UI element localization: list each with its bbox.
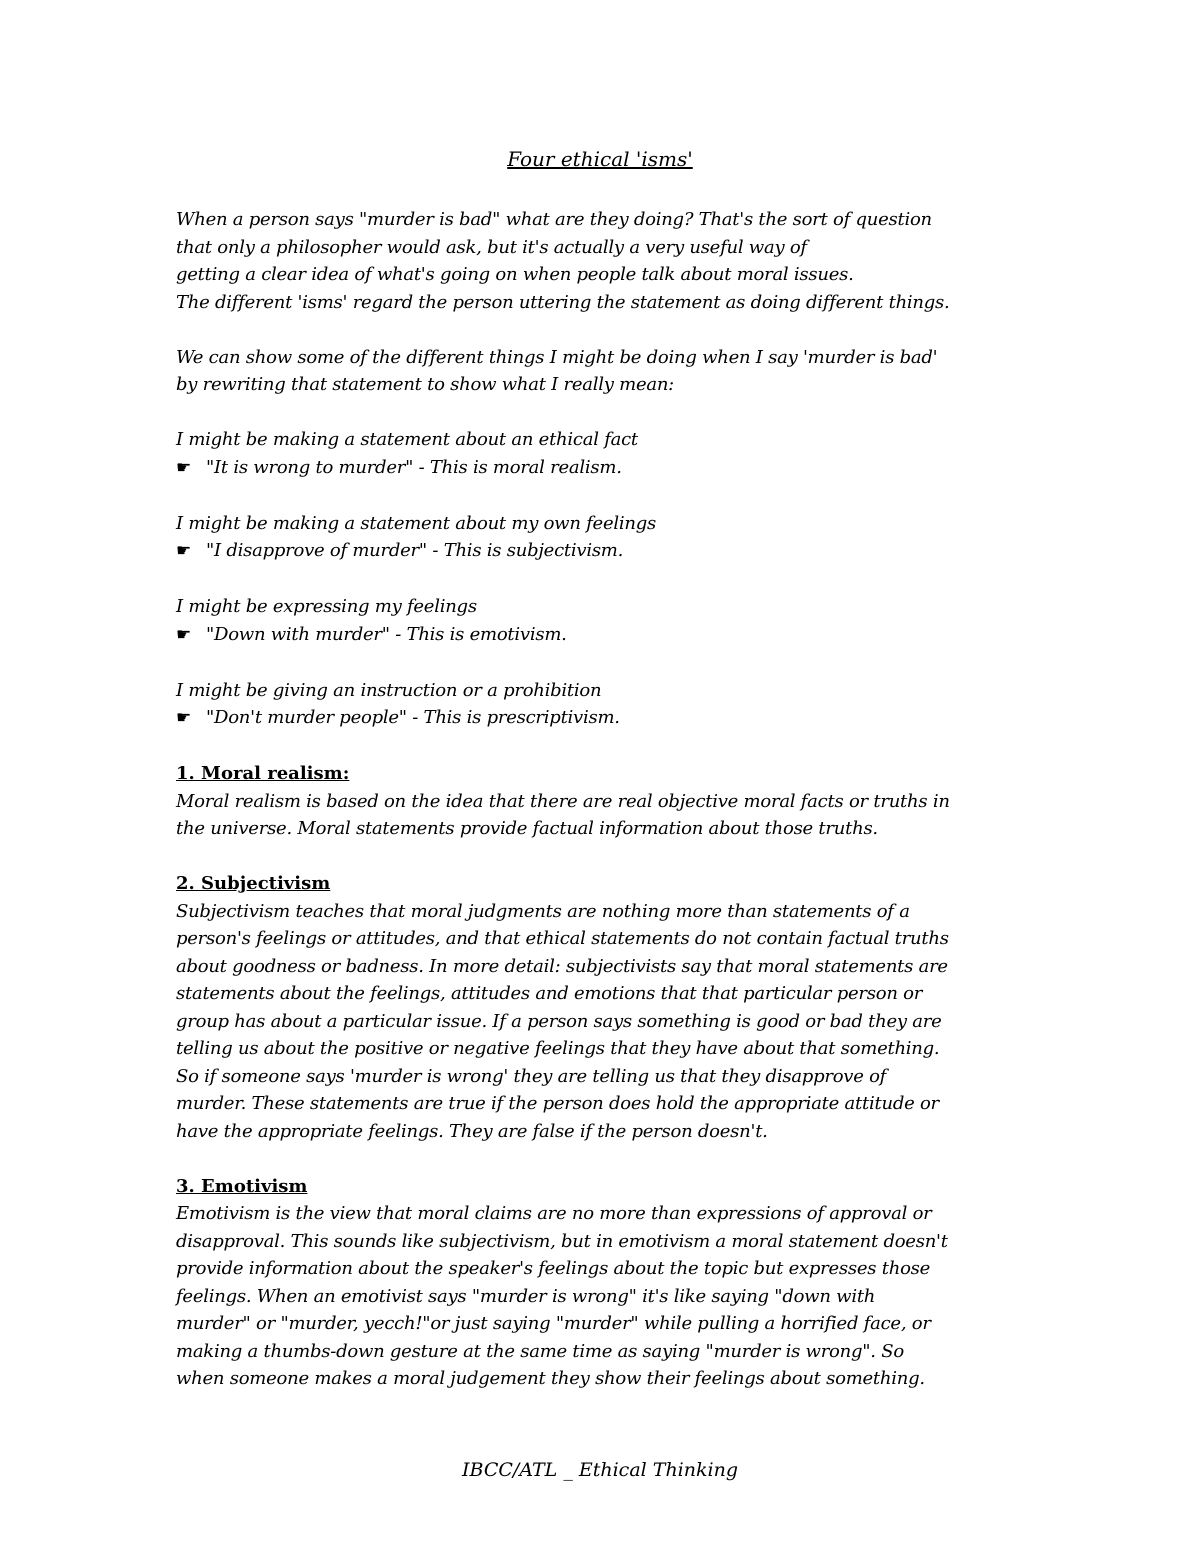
example-line — [176, 537, 1036, 566]
section-moral-realism — [176, 760, 1036, 843]
text-line: murder" or "murder, yecch!"or just saying "murder" while pulling a horrified face, or — [176, 1313, 931, 1334]
text-line: When a person says "murder is bad" what are they doing? That's the sort of question — [176, 209, 932, 230]
text-line: that only a philosopher would ask, but it's actually a very useful way of — [176, 236, 807, 258]
section-heading: 1. Moral realism: — [176, 763, 350, 784]
pointing-hand-icon: ☛ — [176, 708, 191, 728]
example-text: "Down with murder" - This is emotivism. — [206, 623, 567, 645]
text-line: The different 'isms' regard the person uttering the statement as doing different things. — [176, 291, 950, 313]
text-line: disapproval. This sounds like subjectivism, but in emotivism a moral statement doesn't — [176, 1230, 948, 1252]
pointing-hand-icon: ☛ — [176, 457, 191, 478]
example-prescriptivism — [176, 677, 1036, 733]
example-line — [176, 454, 1036, 483]
example-line — [176, 621, 1036, 650]
text-line: when someone makes a moral judgement they show their feelings about something. — [176, 1368, 925, 1389]
text-line: making a thumbs-down gesture at the same time as saying "murder is wrong". So — [176, 1340, 904, 1362]
text-line: the universe. Moral statements provide factual information about those truths. — [176, 818, 878, 839]
section-heading: 3. Emotivism — [176, 1175, 308, 1197]
intro-paragraph-2 — [176, 344, 1036, 399]
text-line: We can show some of the different things I might be doing when I say 'murder is bad' — [176, 346, 938, 368]
example-lead: I might be giving an instruction or a prohibition — [176, 679, 602, 701]
example-emotivism — [176, 593, 1036, 649]
section-subjectivism — [176, 870, 1036, 1145]
page-title-text: Four ethical 'isms' — [507, 147, 693, 171]
page-footer: IBCC/ATL _ Ethical Thinking — [462, 1459, 738, 1481]
section-heading: 2. Subjectivism — [176, 873, 331, 894]
text-line: Moral realism is based on the idea that there are real objective moral facts or truths in — [176, 790, 950, 812]
example-lead: I might be making a statement about my own feelings — [176, 512, 656, 534]
text-line: getting a clear idea of what's going on when people talk about moral issues. — [176, 264, 854, 285]
pointing-hand-icon: ☛ — [176, 624, 191, 645]
text-line: So if someone says 'murder is wrong' they are telling us that they disapprove of — [176, 1065, 887, 1087]
example-text: "Don't murder people" - This is prescriptivism. — [206, 707, 620, 728]
text-line: person's feelings or attitudes, and that ethical statements do not contain factual truths — [176, 928, 949, 949]
text-line: statements about the feelings, attitudes and emotions that that particular person or — [176, 983, 923, 1004]
text-line: about goodness or badness. In more detail: subjectivists say that moral statements are — [176, 955, 948, 977]
example-lead: I might be expressing my feelings — [176, 596, 477, 617]
text-line: have the appropriate feelings. They are false if the person doesn't. — [176, 1120, 768, 1142]
example-text: "I disapprove of murder" - This is subjectivism. — [206, 540, 624, 561]
example-text: "It is wrong to murder" - This is moral realism. — [206, 456, 622, 478]
text-line: Subjectivism teaches that moral judgments are nothing more than statements of a — [176, 900, 910, 922]
page-title — [0, 144, 1200, 174]
pointing-hand-icon: ☛ — [176, 541, 191, 561]
text-line: provide information about the speaker's feelings about the topic but expresses those — [176, 1258, 931, 1279]
text-line: feelings. When an emotivist says "murder is wrong" it's like saying "down with — [176, 1285, 876, 1307]
section-emotivism — [176, 1173, 1036, 1393]
example-lead: I might be making a statement about an ethical fact — [176, 429, 638, 450]
example-line — [176, 704, 1036, 733]
text-line: murder. These statements are true if the person does hold the appropriate attitude or — [176, 1093, 939, 1114]
intro-paragraph-1 — [176, 206, 1036, 316]
text-line: group has about a particular issue. If a person says something is good or bad they are — [176, 1010, 942, 1032]
document-body — [176, 206, 1036, 1393]
example-moral-realism — [176, 426, 1036, 482]
text-line: Emotivism is the view that moral claims are no more than expressions of approval or — [176, 1203, 932, 1224]
text-line: telling us about the positive or negative feelings that they have about that something. — [176, 1038, 940, 1059]
text-line: by rewriting that statement to show what I really mean: — [176, 374, 674, 395]
example-subjectivism — [176, 510, 1036, 566]
